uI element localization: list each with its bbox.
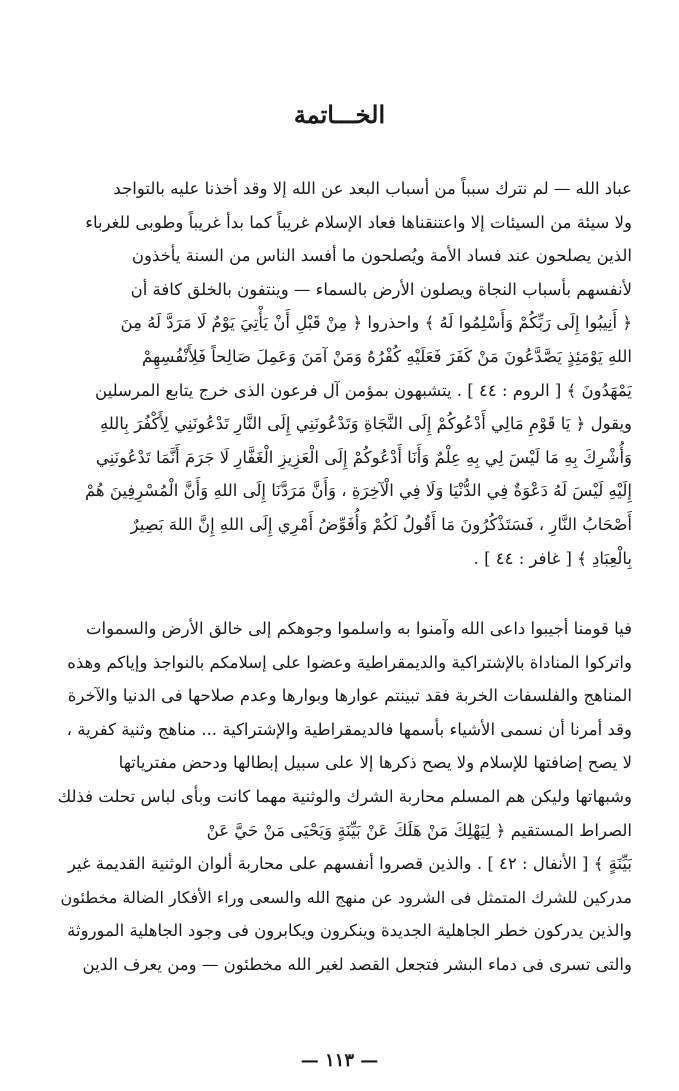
text-line: لأنفسهم بأسباب النجاة ويصلون الأرض بالسماء — وينتفون بالخلق كافة أن <box>130 279 632 299</box>
text-line: لا يصح إضافتها للإسلام ولا يصح ذكرها إلا على سبيل إبطالها ودحض مفترياتها <box>118 753 632 773</box>
text-line: واتركوا المناداة بالإشتراكية والديمقراطية وعضوا على إسلامكم بالنواجذ وإياكم وهذه <box>67 652 632 672</box>
paragraph-2 <box>48 612 632 982</box>
text-line: مدركين للشرك المتمثل فى الشرود عن منهج الله والسعى وراء الأفكار الضالة مخطئون <box>60 887 632 907</box>
text-line: اللهِ يَوْمَئِذٍ يَصَّدَّعُونَ مَنْ كَفَرَ فَعَلَيْهِ كُفْرُهُ وَمَنْ آمَنَ وَعَمِلَ صَالِحاً فَلِأَنْفُسِهِمْ <box>142 346 632 366</box>
text-line: عباد الله — لم نترك سبباً من أسباب البعد عن الله إلا وقد أخذنا عليه بالتواجد <box>113 179 632 198</box>
text-line: يَمْهَدُونَ ﴾ [ الروم : ٤٤ ] . يتشبهون بمؤمن آل فرعون الذى خرج يتابع المرسلين <box>95 380 632 400</box>
text-line: والذين يدركون خطر الجاهلية الجديدة وينكرون ويكابرون فى وجود الجاهلية الموروثة <box>67 921 632 941</box>
text-line: أَصْحَابُ النَّارِ ، فَسَتَذْكُرُونَ مَا أَقُولُ لَكُمْ وَأُفَوِّضُ أَمْرِي إِلَى اللهِ إِنَّ اللهَ بَصِيرٌ <box>130 514 632 534</box>
text-line: بَيِّنَةٍ ﴾ [ الأنفال : ٤٢ ] . والذين قصروا أنفسهم على محاربة ألوان الوثنية القديمة غير <box>67 854 632 874</box>
text-line: الذين يصلحون عند فساد الأمة ويُصلحون ما أفسد الناس من السنة يأخذون <box>131 246 632 266</box>
text-line: وَأُشْرِكَ بِهِ مَا لَيْسَ لِي بِهِ عِلْمٌ وَأَنَا أَدْعُوكُمْ إِلَى الْعَزِيزِ الْغَفَّارِ لَا جَرَمَ أَنَّمَا تَدْعُونَنِي <box>95 447 632 467</box>
text-line: المناهج والفلسفات الخربة فقد تبينتم عوارها وبوارها وعدم صلاحها فى الدنيا والآخرة <box>67 686 632 706</box>
text-line: ويقول ﴿ يَا قَوْمِ مَالِي أَدْعُوكُمْ إِلَى النَّجَاةِ وَتَدْعُونَنِي إِلَى النَّارِ تَدْعُونَنِي لِأَكْفُرَ بِاللهِ <box>99 414 632 434</box>
text-line: إِلَيْهِ لَيْسَ لَهُ دَعْوَةٌ فِي الدُّنْيَا وَلَا فِي الْآخِرَةِ ، وَأَنَّ مَرَدَّنَا إِلَى اللهِ وَأَنَّ الْمُسْرِفِينَ هُمْ <box>84 481 632 501</box>
text-line: والتى تسرى فى دماء البشر فتجعل القصد لغير الله مخطئون — ومن يعرف الدين <box>82 954 632 974</box>
text-line: ﴿ أَنِيبُوا إِلَى رَبِّكُمْ وَأَسْلِمُوا لَهُ ﴾ واحذروا ﴿ مِنْ قَبْلِ أَنْ يَأْتِيَ يَوْمٌ لَا مَرَدَّ لَهُ مِنَ <box>120 313 632 333</box>
text-line: فيا قومنا أجيبوا داعى الله وآمنوا به واسلموا وجوهكم إلى خالق الأرض والسموات <box>85 619 632 638</box>
page-number: — ١١٣ — <box>300 1050 379 1071</box>
paragraph-1 <box>48 172 632 575</box>
text-line: بِالْعِبَادِ ﴾ [ غافر : ٤٤ ] . <box>473 548 632 568</box>
text-line: ولا سيئة من السيئات إلا واعتنقناها فعاد الإسلام غريباً كما بدأ غريباً وطوبى للغرباء <box>85 212 632 232</box>
text-line: وقد أمرنا أن نسمى الأشياء بأسمها فالديمقراطية والإشتراكية ... مناهج وثنية كفرية ، <box>66 719 632 739</box>
text-line: الصراط المستقيم ﴿ لِيَهْلِكَ مَنْ هَلَكَ عَنْ بَيِّنَةٍ وَيَحْيَى مَنْ حَيَّ عَنْ <box>206 820 632 840</box>
chapter-title: الخـــاتمة <box>293 100 386 129</box>
text-line: وشبهاتها وليكن هم المسلم محاربة الشرك والوثنية مهما كانت وبأى لباس تحلت فذلك <box>57 786 632 806</box>
